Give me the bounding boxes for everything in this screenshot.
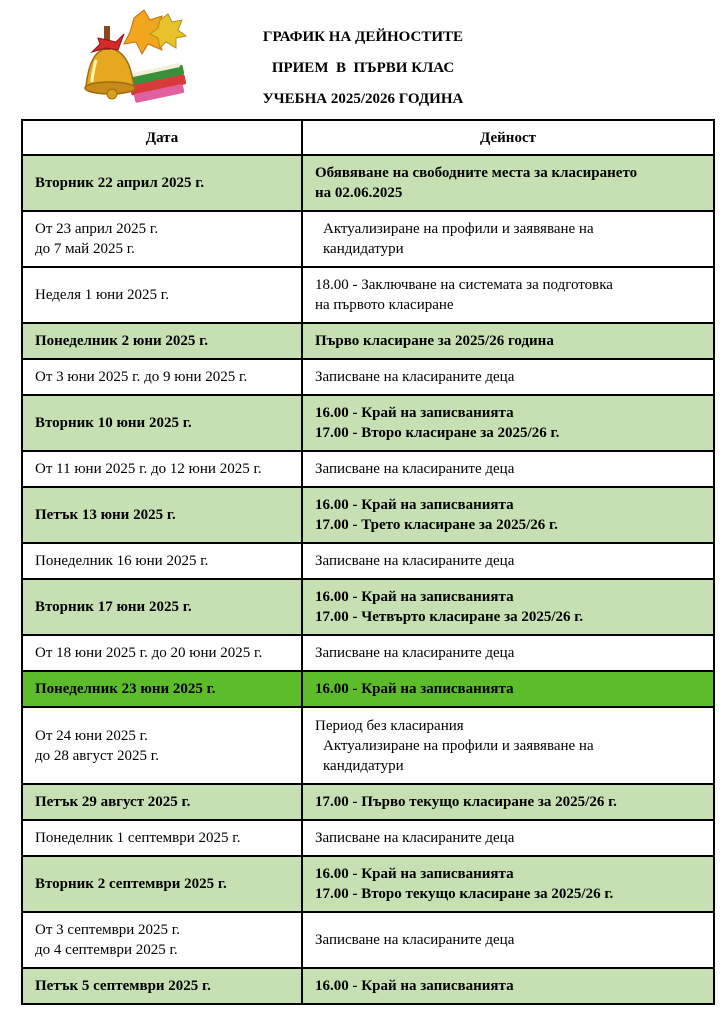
date-cell	[22, 579, 302, 635]
date-cell	[22, 211, 302, 267]
activity-cell	[302, 451, 714, 487]
activity-cell	[302, 267, 714, 323]
activity-text: Записване на класираните деца	[315, 645, 515, 661]
activity-cell	[302, 635, 714, 671]
activity-text: 16.00 - Край на записванията	[315, 866, 514, 882]
date-cell	[22, 912, 302, 968]
activity-text: 16.00 - Край на записванията	[315, 978, 514, 994]
title-line-2: ПРИЕМ В ПЪРВИ КЛАС	[271, 60, 455, 76]
table-row	[22, 395, 714, 451]
activity-cell	[302, 323, 714, 359]
activity-text: 16.00 - Край на записванията	[315, 589, 514, 605]
date-text: От 24 юни 2025 г.	[35, 727, 148, 744]
date-cell	[22, 784, 302, 820]
activity-text: 16.00 - Край на записванията	[315, 405, 514, 421]
date-text: Понеделник 16 юни 2025 г.	[35, 553, 209, 569]
table-row	[22, 211, 714, 267]
date-text: Петък 5 септември 2025 г.	[35, 978, 211, 994]
table-row	[22, 968, 714, 1004]
activity-text: 17.00 - Трето класиране за 2025/26 г.	[315, 517, 558, 533]
activity-cell	[302, 707, 714, 784]
table-row	[22, 707, 714, 784]
activity-cell	[302, 912, 714, 968]
activity-cell	[302, 820, 714, 856]
date-cell	[22, 487, 302, 543]
schedule-table	[21, 119, 715, 1005]
date-text: От 11 юни 2025 г. до 12 юни 2025 г.	[35, 461, 262, 477]
activity-text: Записване на класираните деца	[315, 830, 515, 846]
date-text: до 7 май 2025 г.	[35, 241, 135, 257]
activity-cell	[302, 155, 714, 211]
date-text: Вторник 10 юни 2025 г.	[35, 415, 192, 431]
activity-text: Обявяване на свободните места за класирането	[315, 165, 638, 181]
activity-text: на първото класиране	[315, 297, 454, 313]
activity-text: 16.00 - Край на записванията	[315, 497, 514, 513]
activity-cell	[302, 968, 714, 1004]
activity-cell	[302, 487, 714, 543]
activity-text: Записване на класираните деца	[315, 553, 515, 569]
date-text: От 23 април 2025 г.	[35, 221, 159, 237]
activity-text: кандидатури	[323, 757, 404, 774]
date-cell	[22, 968, 302, 1004]
activity-text: кандидатури	[323, 241, 404, 257]
date-text: до 4 септември 2025 г.	[35, 942, 178, 958]
date-text: Понеделник 2 юни 2025 г.	[35, 333, 208, 349]
activity-cell	[302, 543, 714, 579]
activity-cell	[302, 856, 714, 912]
date-cell	[22, 267, 302, 323]
table-row	[22, 912, 714, 968]
activity-text: 16.00 - Край на записванията	[315, 681, 514, 697]
table-row	[22, 856, 714, 912]
date-text: Понеделник 1 септември 2025 г.	[35, 830, 241, 846]
date-cell	[22, 451, 302, 487]
date-text: От 3 юни 2025 г. до 9 юни 2025 г.	[35, 369, 248, 385]
date-text: Неделя 1 юни 2025 г.	[35, 287, 169, 303]
activity-cell	[302, 395, 714, 451]
activity-text: Актуализиране на профили и заявяване на	[323, 737, 594, 754]
activity-text: Записване на класираните деца	[315, 461, 515, 477]
date-text: до 28 август 2025 г.	[35, 747, 159, 764]
date-cell	[22, 635, 302, 671]
table-row	[22, 784, 714, 820]
activity-text: 17.00 - Първо текущо класиране за 2025/26 г.	[315, 794, 617, 810]
activity-cell	[302, 359, 714, 395]
date-text: Петък 29 август 2025 г.	[35, 794, 191, 810]
activity-text: 17.00 - Второ текущо класиране за 2025/26 г.	[315, 886, 614, 902]
date-cell	[22, 323, 302, 359]
activity-text: Период без класирания	[315, 717, 464, 734]
activity-cell	[302, 784, 714, 820]
date-text: Вторник 17 юни 2025 г.	[35, 599, 192, 615]
activity-text: Записване на класираните деца	[315, 932, 515, 948]
date-cell	[22, 707, 302, 784]
table-row	[22, 267, 714, 323]
date-cell	[22, 543, 302, 579]
activity-text: 17.00 - Четвърто класиране за 2025/26 г.	[315, 609, 584, 625]
table-row	[22, 359, 714, 395]
activity-text: на 02.06.2025	[315, 185, 403, 201]
table-row	[22, 579, 714, 635]
table-row	[22, 820, 714, 856]
date-text: Петък 13 юни 2025 г.	[35, 507, 176, 523]
table-row	[22, 155, 714, 211]
document-title	[200, 26, 526, 119]
column-header-activity: Дейност	[302, 120, 714, 155]
activity-text: Актуализиране на профили и заявяване на	[323, 221, 594, 237]
title-line-3: УЧЕБНА 2025/2026 ГОДИНА	[262, 91, 464, 107]
table-row	[22, 451, 714, 487]
date-text: От 3 септември 2025 г.	[35, 922, 180, 938]
school-bell-books-icon	[72, 8, 192, 108]
activity-text: 18.00 - Заключване на системата за подготовка	[315, 277, 613, 293]
date-cell	[22, 395, 302, 451]
date-text: От 18 юни 2025 г. до 20 юни 2025 г.	[35, 645, 263, 661]
date-cell	[22, 856, 302, 912]
activity-cell	[302, 579, 714, 635]
activity-text: 17.00 - Второ класиране за 2025/26 г.	[315, 425, 560, 441]
date-text: Вторник 2 септември 2025 г.	[35, 876, 227, 892]
activity-cell	[302, 671, 714, 707]
date-cell	[22, 671, 302, 707]
table-row	[22, 487, 714, 543]
table-row	[22, 671, 714, 707]
date-text: Вторник 22 април 2025 г.	[35, 175, 205, 191]
activity-text: Първо класиране за 2025/26 година	[315, 333, 554, 349]
table-header-row	[22, 120, 714, 155]
date-cell	[22, 359, 302, 395]
table-row	[22, 323, 714, 359]
schedule-body	[22, 155, 714, 1004]
school-bell-books-graphic	[72, 8, 192, 108]
activity-cell	[302, 211, 714, 267]
date-cell	[22, 155, 302, 211]
column-header-date: Дата	[22, 120, 302, 155]
table-row	[22, 635, 714, 671]
date-cell	[22, 820, 302, 856]
activity-text: Записване на класираните деца	[315, 369, 515, 385]
date-text: Понеделник 23 юни 2025 г.	[35, 681, 216, 697]
title-line-1: ГРАФИК НА ДЕЙНОСТИТЕ	[262, 29, 464, 45]
table-row	[22, 543, 714, 579]
